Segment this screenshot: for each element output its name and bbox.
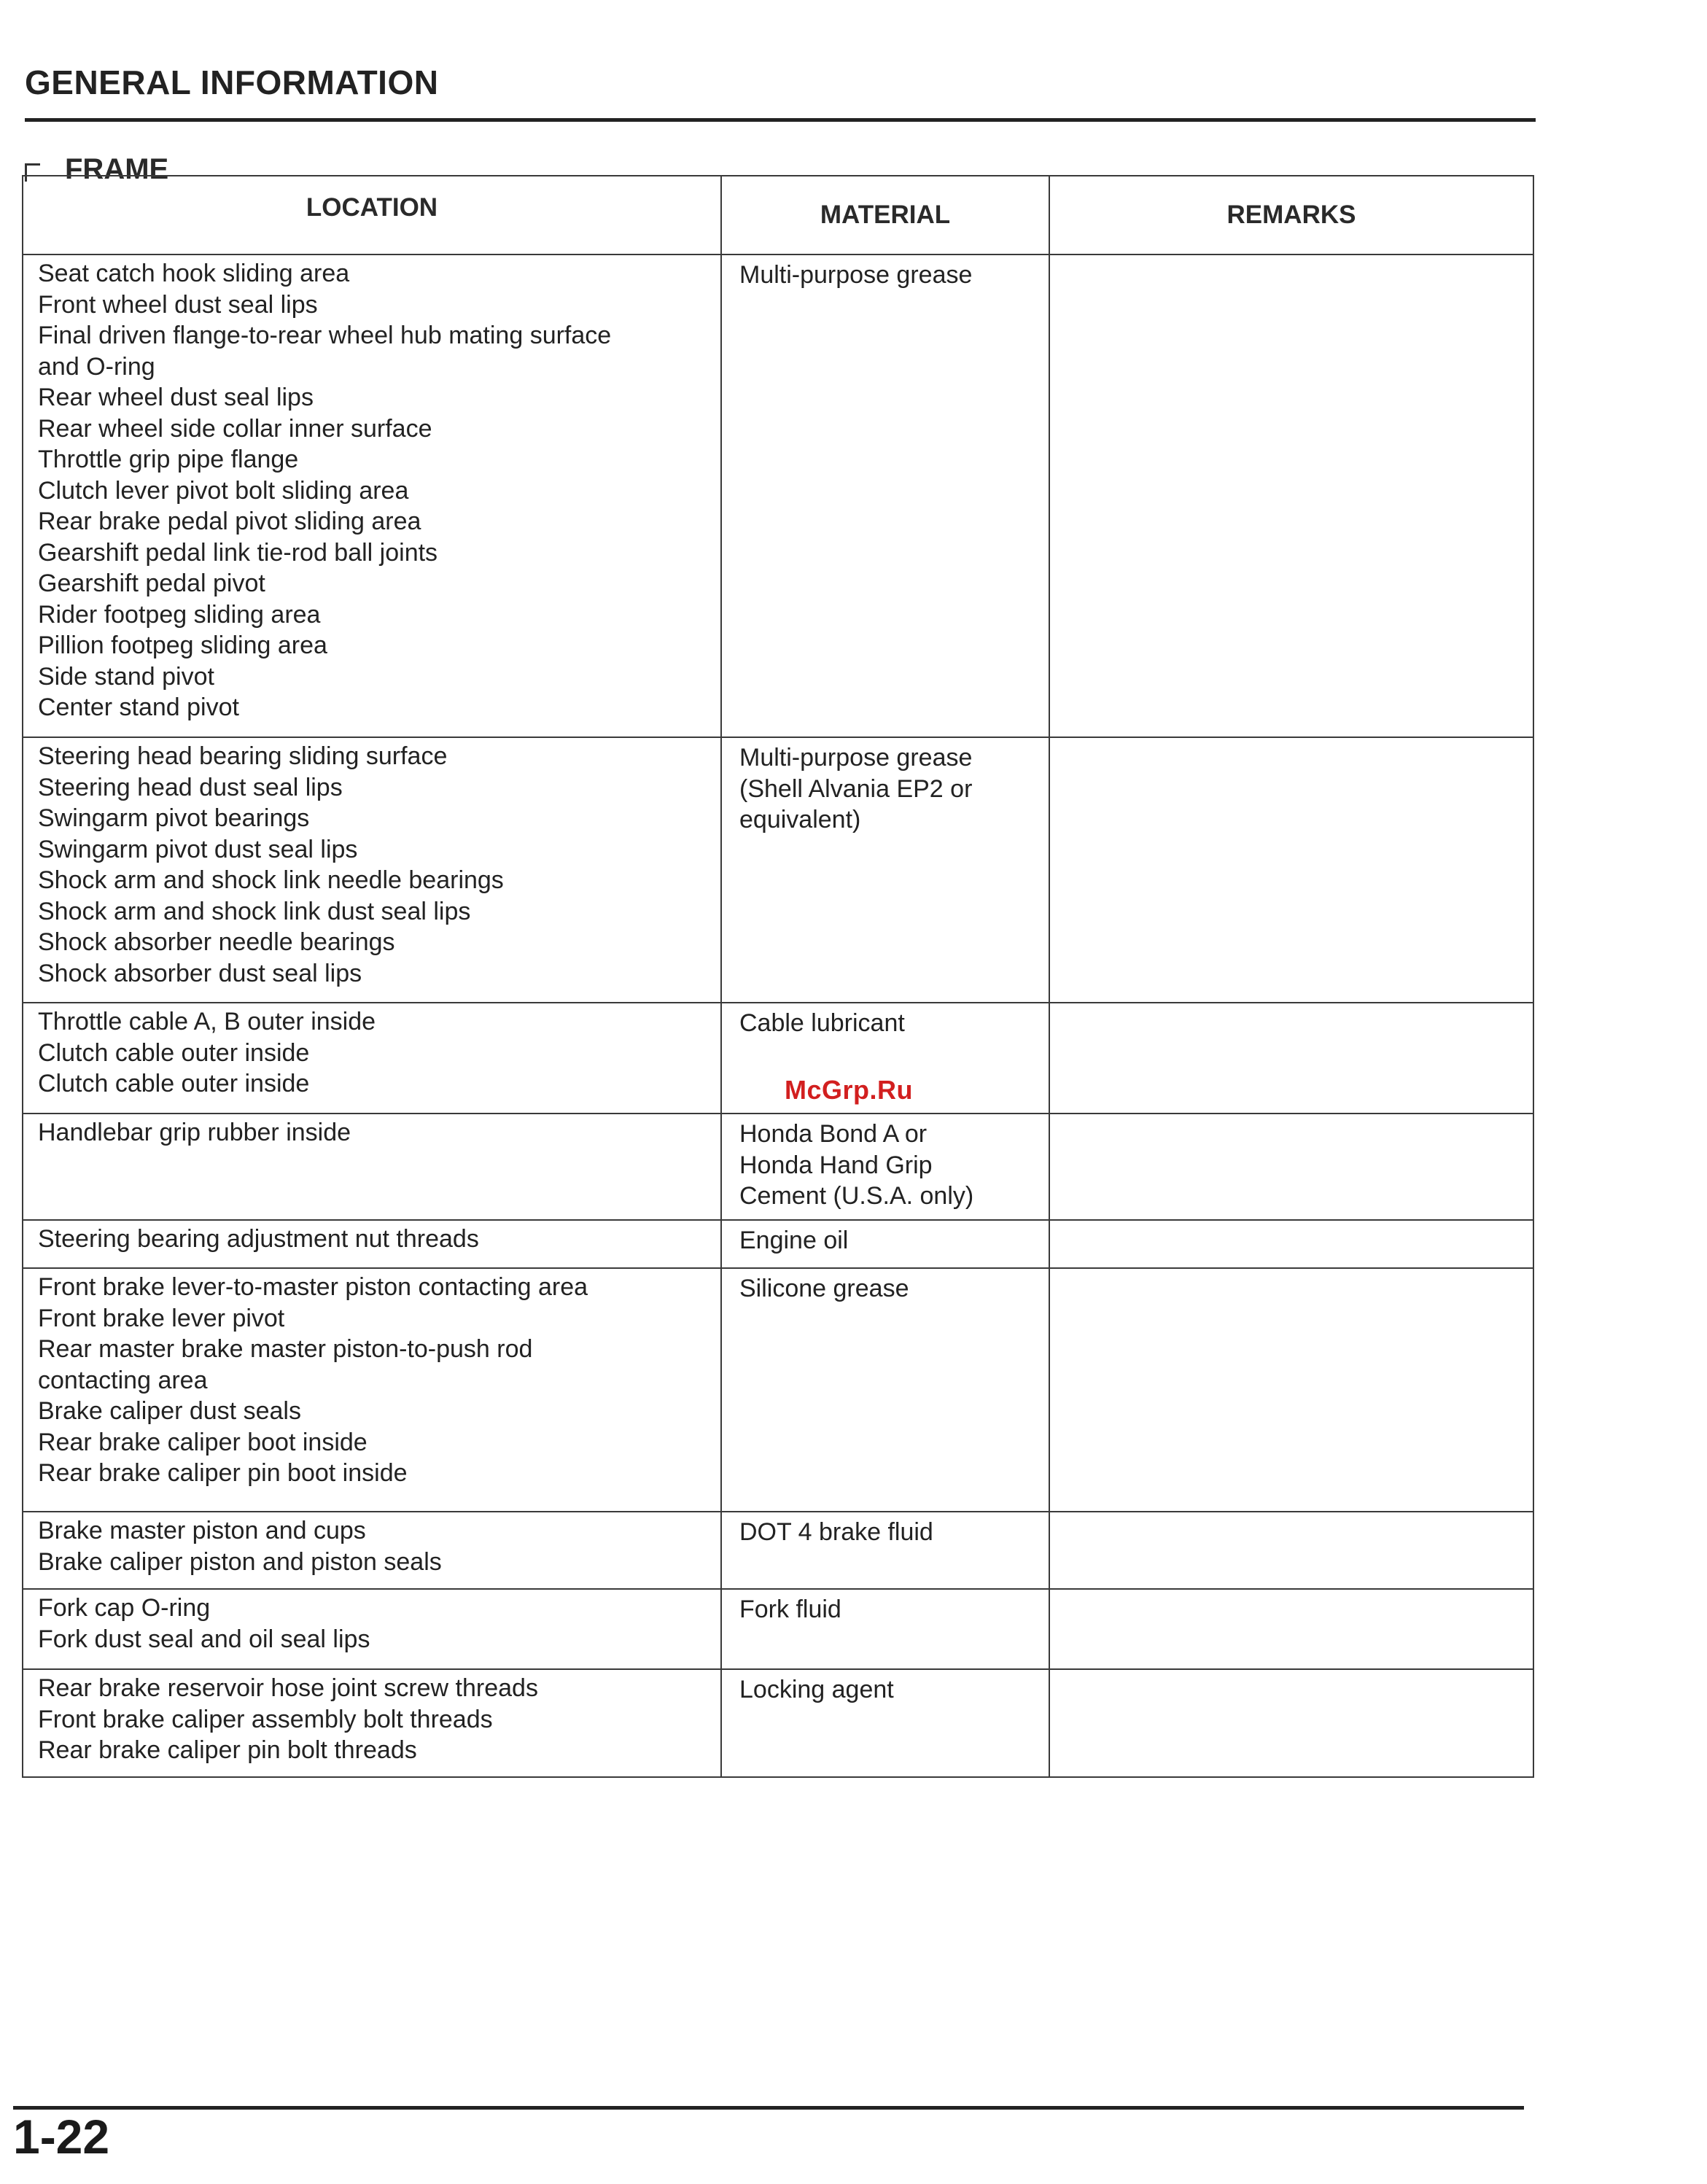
location-cell — [23, 1589, 721, 1669]
location-line: Fork dust seal and oil seal lips — [38, 1625, 370, 1653]
material-line: Cement (U.S.A. only) — [739, 1182, 974, 1210]
location-cell — [23, 1003, 721, 1114]
location-cell — [23, 254, 721, 737]
material-line: Cable lubricant — [739, 1009, 905, 1037]
location-line: Rear master brake master piston-to-push rod — [38, 1335, 533, 1363]
table-row — [23, 737, 1533, 1003]
material-cell — [721, 1268, 1049, 1512]
location-line: Clutch cable outer inside — [38, 1038, 310, 1067]
location-line: Rear wheel side collar inner surface — [38, 414, 432, 443]
material-line: Multi-purpose grease — [739, 744, 973, 772]
table-row — [23, 1220, 1533, 1268]
column-header-remarks: REMARKS — [1049, 176, 1533, 254]
location-line: Side stand pivot — [38, 662, 214, 691]
remarks-cell — [1049, 737, 1533, 1003]
table-body — [23, 254, 1533, 1777]
location-line: contacting area — [38, 1366, 208, 1394]
location-line: Steering head bearing sliding surface — [38, 742, 448, 770]
material-cell — [721, 1220, 1049, 1268]
material-line: Engine oil — [739, 1227, 849, 1254]
location-cell — [23, 737, 721, 1003]
watermark-text: McGrp.Ru — [785, 1075, 914, 1105]
location-line: Clutch lever pivot bolt sliding area — [38, 476, 409, 505]
location-line: Clutch cable outer inside — [38, 1070, 310, 1097]
table-row — [23, 1268, 1533, 1512]
location-line: Shock arm and shock link dust seal lips — [38, 897, 471, 925]
location-cell — [23, 1512, 721, 1589]
location-cell — [23, 1114, 721, 1220]
remarks-cell — [1049, 1669, 1533, 1777]
table-row — [23, 254, 1533, 737]
material-line: equivalent) — [739, 806, 861, 833]
location-line: Front brake lever pivot — [38, 1304, 285, 1332]
page-title: GENERAL INFORMATION — [25, 63, 439, 101]
location-line: Rear wheel dust seal lips — [38, 384, 314, 411]
location-line: Front brake lever-to-master piston contacting area — [38, 1273, 588, 1301]
material-line: Honda Hand Grip — [739, 1151, 933, 1179]
location-line: Rear brake reservoir hose joint screw threads — [38, 1674, 538, 1702]
material-line: Fork fluid — [739, 1596, 841, 1623]
material-line: Multi-purpose grease — [739, 261, 973, 289]
location-line: Shock absorber needle bearings — [38, 928, 395, 956]
material-cell — [721, 1589, 1049, 1669]
remarks-cell — [1049, 1003, 1533, 1114]
location-line: Rear brake caliper pin bolt threads — [38, 1736, 417, 1764]
material-cell — [721, 1669, 1049, 1777]
location-line: Throttle grip pipe flange — [38, 446, 299, 473]
location-line: Front brake caliper assembly bolt threads — [38, 1705, 493, 1733]
location-line: Throttle cable A, B outer inside — [38, 1008, 376, 1035]
table-row — [23, 1589, 1533, 1669]
material-cell — [721, 737, 1049, 1003]
location-line: Rear brake pedal pivot sliding area — [38, 508, 421, 535]
table-row — [23, 1003, 1533, 1114]
location-line: and O-ring — [38, 352, 155, 381]
location-cell — [23, 1669, 721, 1777]
location-line: Shock arm and shock link needle bearings — [38, 866, 504, 894]
location-line: Center stand pivot — [38, 693, 239, 721]
section-title: FRAME — [65, 153, 169, 185]
location-line: Shock absorber dust seal lips — [38, 959, 362, 987]
location-line: Handlebar grip rubber inside — [38, 1119, 351, 1146]
remarks-cell — [1049, 1114, 1533, 1220]
page-header — [25, 57, 1536, 122]
location-line: Steering head dust seal lips — [38, 773, 343, 801]
remarks-cell — [1049, 1220, 1533, 1268]
material-line: Locking agent — [739, 1676, 894, 1703]
location-line: Pillion footpeg sliding area — [38, 632, 327, 659]
remarks-cell — [1049, 1589, 1533, 1669]
location-line: Rear brake caliper boot inside — [38, 1428, 368, 1456]
location-line: Rider footpeg sliding area — [38, 600, 321, 629]
table-header-row — [23, 176, 1533, 254]
page-footer-rule — [13, 2106, 1524, 2110]
location-line: Gearshift pedal pivot — [38, 570, 265, 597]
location-line: Gearshift pedal link tie-rod ball joints — [38, 538, 438, 567]
material-line: DOT 4 brake fluid — [739, 1518, 933, 1546]
location-line: Steering bearing adjustment nut threads — [38, 1225, 479, 1253]
location-cell — [23, 1268, 721, 1512]
location-cell — [23, 1220, 721, 1268]
remarks-cell — [1049, 1512, 1533, 1589]
location-line: Front wheel dust seal lips — [38, 290, 318, 319]
material-cell — [721, 1512, 1049, 1589]
remarks-cell — [1049, 1268, 1533, 1512]
page-number: 1-22 — [13, 2110, 110, 2164]
location-line: Fork cap O-ring — [38, 1594, 211, 1622]
material-cell — [721, 1114, 1049, 1220]
location-line: Brake caliper piston and piston seals — [38, 1547, 442, 1576]
material-cell — [721, 254, 1049, 737]
material-line: (Shell Alvania EP2 or — [739, 774, 973, 803]
table-row — [23, 1669, 1533, 1777]
lubrication-table — [22, 175, 1534, 1778]
column-header-material: MATERIAL — [721, 176, 1049, 254]
location-line: Rear brake caliper pin boot inside — [38, 1459, 408, 1487]
material-line: Silicone grease — [739, 1275, 909, 1302]
location-line: Final driven flange-to-rear wheel hub mating surface — [38, 322, 612, 349]
location-line: Swingarm pivot dust seal lips — [38, 835, 358, 863]
location-line: Brake master piston and cups — [38, 1517, 366, 1544]
material-line: Honda Bond A or — [739, 1120, 928, 1148]
location-line: Seat catch hook sliding area — [38, 260, 350, 287]
table-row — [23, 1512, 1533, 1589]
column-header-location: LOCATION — [23, 176, 721, 254]
location-line: Brake caliper dust seals — [38, 1397, 301, 1425]
remarks-cell — [1049, 254, 1533, 737]
location-line: Swingarm pivot bearings — [38, 804, 310, 832]
table-row — [23, 1114, 1533, 1220]
